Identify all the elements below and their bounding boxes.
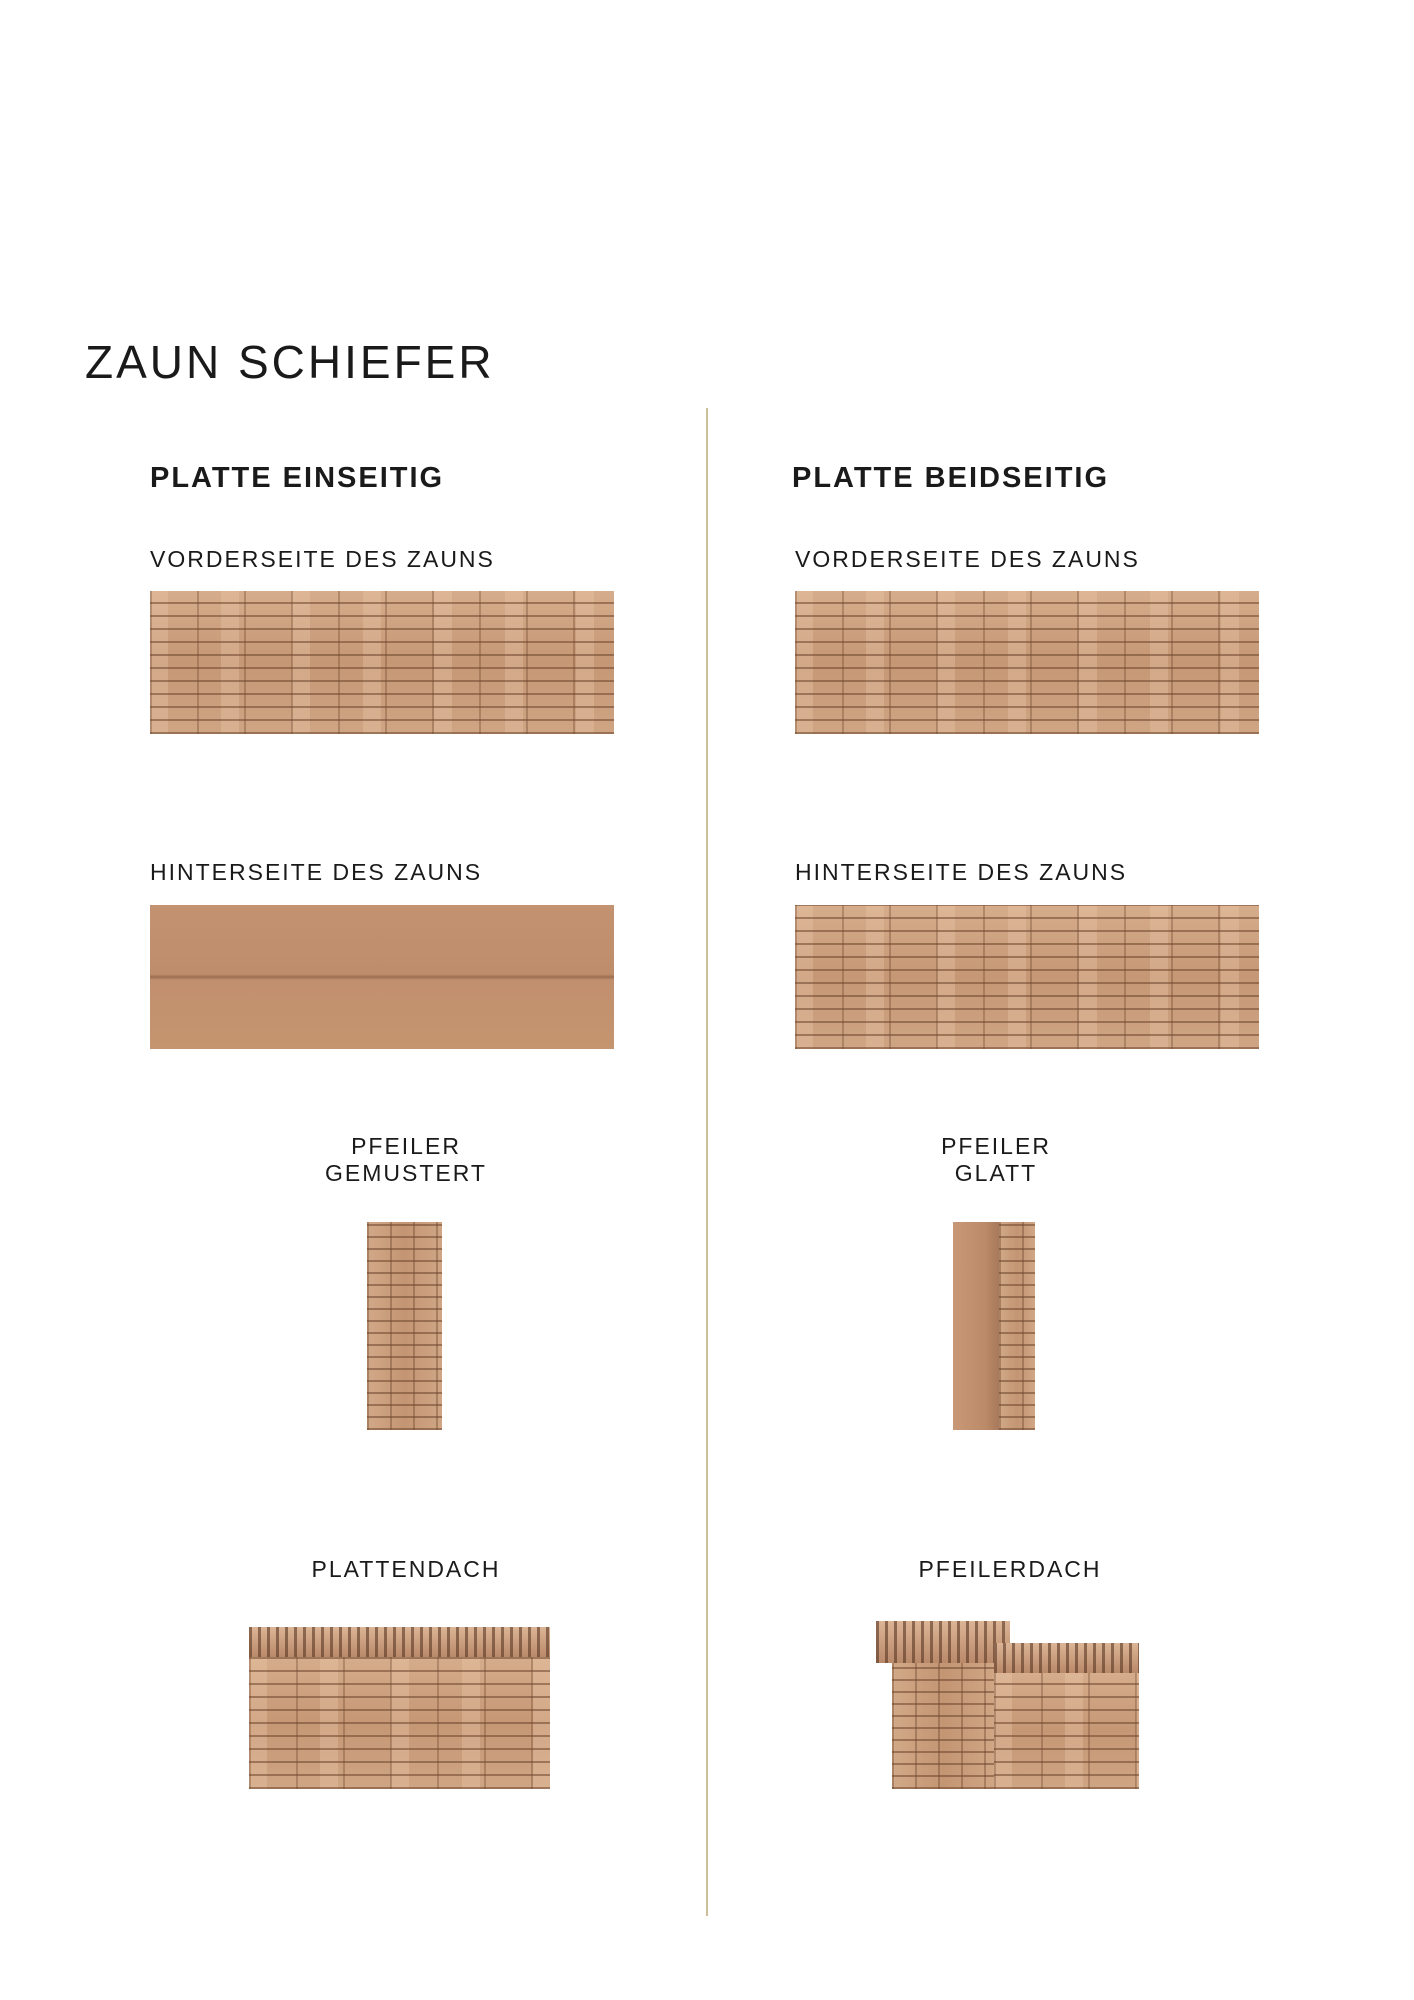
right-cap-label: PFEILERDACH: [918, 1556, 1102, 1582]
left-cap-image: [249, 1623, 550, 1789]
right-front-label: VORDERSEITE DES ZAUNS: [795, 546, 1140, 572]
left-heading: PLATTE EINSEITIG: [150, 462, 445, 494]
column-divider: [706, 408, 708, 1916]
left-cap-label: PLATTENDACH: [311, 1556, 501, 1582]
left-post-label-line2: GEMUSTERT: [325, 1160, 487, 1186]
right-post-label: [846, 1133, 1146, 1187]
page-title: ZAUN SCHIEFER: [85, 336, 495, 388]
left-front-panel-image: [150, 591, 614, 734]
right-heading: PLATTE BEIDSEITIG: [792, 462, 1110, 494]
right-cap-image: [872, 1617, 1139, 1789]
left-post-label: [256, 1133, 556, 1187]
left-back-label: HINTERSEITE DES ZAUNS: [150, 859, 483, 885]
left-post-label-line1: PFEILER: [351, 1133, 461, 1159]
right-post-label-line2: GLATT: [954, 1160, 1038, 1186]
right-back-panel-image: [795, 905, 1259, 1049]
right-front-panel-image: [795, 591, 1259, 734]
left-front-label: VORDERSEITE DES ZAUNS: [150, 546, 495, 572]
right-back-label: HINTERSEITE DES ZAUNS: [795, 859, 1128, 885]
right-post-image: [953, 1222, 1035, 1430]
right-post-label-line1: PFEILER: [941, 1133, 1051, 1159]
left-post-image: [367, 1222, 442, 1430]
left-back-panel-image: [150, 905, 614, 1049]
